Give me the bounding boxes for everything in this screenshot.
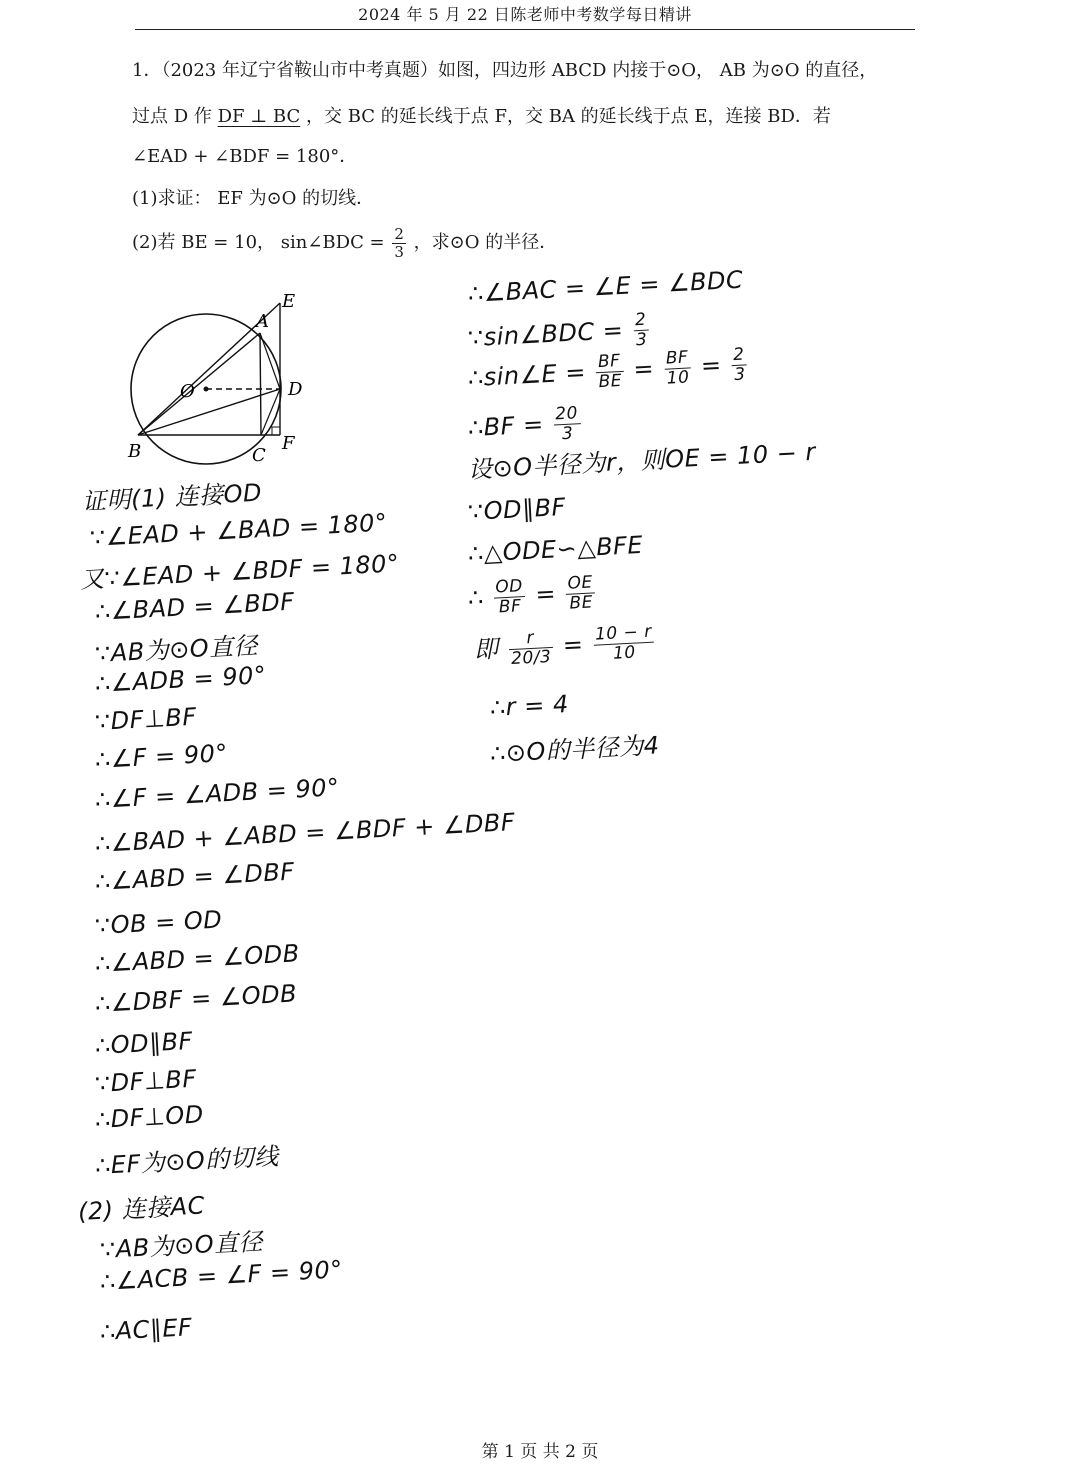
fraction (508, 628, 554, 669)
fraction-den: BF (498, 595, 522, 618)
fraction-num: 2 (731, 345, 747, 365)
solution-step: ∴∠BAC = ∠E = ∠BDC (467, 265, 744, 308)
solution-step (473, 620, 657, 670)
solution-step: 又∵∠EAD + ∠BDF = 180° (79, 549, 401, 594)
solution-step: ∴△ODE∽△BFE (467, 530, 644, 568)
solution-step: ∴∠DBF = ∠ODB (94, 979, 298, 1018)
fraction-den: BE (568, 592, 594, 614)
fraction-num: BF (595, 352, 623, 373)
fraction-den: 3 (733, 364, 747, 385)
fraction-den: 3 (635, 329, 648, 350)
segment-ac (260, 333, 261, 435)
solution-step: ∴∠BAD + ∠ABD = ∠BDF + ∠DBF (94, 808, 516, 858)
fraction-den: 3 (561, 423, 574, 444)
solution-step: ∵DF⊥BF (94, 702, 198, 736)
solution-step: ∴∠BAD = ∠BDF (94, 587, 296, 626)
solution-step: ∴AC∥EF (99, 1313, 194, 1346)
solution-step: ∴∠F = 90° (94, 739, 229, 774)
solution-step: ∵DF⊥BF (94, 1064, 198, 1098)
solution-step: (2) 连接AC (77, 1191, 206, 1226)
fraction (493, 577, 526, 617)
df-perp-bc: DF ⊥ BC (217, 106, 301, 127)
center-point (204, 387, 209, 392)
fraction-num: OE (565, 573, 595, 594)
equals-sign: = (562, 630, 585, 660)
solution-step: ∵∠EAD + ∠BAD = 180° (89, 508, 389, 552)
problem-part-2 (132, 226, 557, 260)
equals-sign: = (700, 350, 723, 380)
solution-step: 设⊙O半径为r，则OE = 10 − r (467, 437, 817, 484)
problem-condition: ∠EAD + ∠BDF = 180°． (132, 146, 358, 167)
fraction-num: r (508, 628, 553, 650)
fraction-num: 20 (553, 404, 581, 425)
solution-step: ∴∠ADB = 90° (94, 661, 268, 698)
solution-step: ∴∠F = ∠ADB = 90° (94, 773, 341, 814)
geometry-diagram (118, 285, 318, 475)
sin-fraction (392, 226, 406, 260)
label-d: D (288, 379, 303, 400)
fraction (663, 348, 692, 388)
segment-ad (260, 333, 280, 389)
sin-fraction-num: 2 (394, 225, 404, 243)
fraction (633, 311, 650, 350)
solution-step: ∵OB = OD (94, 905, 223, 940)
solution-step: 证明(1) 连接OD (81, 478, 263, 516)
label-b: B (128, 441, 142, 462)
fraction-den: 10 (612, 642, 637, 664)
solution-step: ∴∠ABD = ∠DBF (94, 857, 296, 896)
problem-part-1: (1)求证： EF 为⊙O 的切线． (132, 188, 375, 209)
equals-sign: = (632, 354, 655, 384)
fraction (565, 573, 596, 613)
solution-step: ∴∠ACB = ∠F = 90° (99, 1255, 344, 1296)
problem-line-2b: ，交 BC 的延长线于点 F，交 BA 的延长线于点 E，连接 BD．若 (305, 106, 831, 127)
page-footer: 第 1 页 共 2 页 (481, 1442, 599, 1462)
page-header: 2024 年 5 月 22 日陈老师中考数学每日精讲 (135, 2, 915, 30)
fraction-num: 10 − r (593, 622, 655, 645)
solution-text: ∵sin∠BDC = (467, 316, 625, 353)
solution-step: ∴OD∥BF (94, 1026, 194, 1060)
solution-step: ∴r = 4 (489, 689, 570, 722)
equals-sign: = (534, 579, 557, 609)
segment-bd (138, 389, 280, 435)
solution-step: ∴⊙O的半径为4 (489, 731, 661, 768)
solution-step (467, 573, 598, 618)
problem-line-2 (132, 106, 831, 129)
segment-ab (138, 333, 260, 435)
fraction (731, 345, 748, 384)
solution-step: ∵AB为⊙O直径 (99, 1227, 264, 1264)
problem-line-2a: 过点 D 作 (132, 106, 212, 127)
solution-text: ∴BF = (467, 410, 545, 443)
solution-step (467, 404, 583, 448)
label-c: C (252, 445, 266, 466)
fraction-num: 2 (633, 311, 649, 331)
label-o: O (180, 381, 195, 402)
sin-fraction-den: 3 (394, 242, 404, 261)
fraction-den: 10 (666, 367, 690, 389)
label-f: F (282, 433, 295, 454)
problem-line-1: 1．（2023 年辽宁省鞍山市中考真题）如图，四边形 ABCD 内接于⊙O， AB 为⊙O 的直径， (132, 60, 878, 81)
problem-part-2a: (2)若 BE = 10， sin∠BDC = (132, 232, 385, 253)
fraction (593, 622, 656, 663)
solution-step: ∵OD∥BF (467, 492, 567, 526)
fraction-den: BE (598, 370, 623, 392)
solution-step: ∵AB为⊙O直径 (94, 631, 259, 668)
solution-text: ∴sin∠E = (467, 358, 587, 393)
label-a: A (256, 311, 269, 332)
label-e: E (282, 291, 296, 312)
right-angle-f (272, 427, 280, 435)
solution-step: ∴∠ABD = ∠ODB (94, 939, 301, 978)
fraction-den: 20/3 (510, 646, 552, 669)
solution-text: 即 (473, 634, 500, 664)
problem-part-2b: ，求⊙O 的半径． (413, 232, 558, 253)
fraction-num: BF (663, 348, 691, 369)
solution-step: ∴DF⊥OD (94, 1100, 205, 1134)
fraction (595, 352, 624, 392)
fraction (553, 404, 582, 444)
fraction-num: OD (493, 577, 525, 598)
solution-step: ∴EF为⊙O的切线 (94, 1142, 280, 1180)
solution-text: ∴ (467, 583, 485, 613)
